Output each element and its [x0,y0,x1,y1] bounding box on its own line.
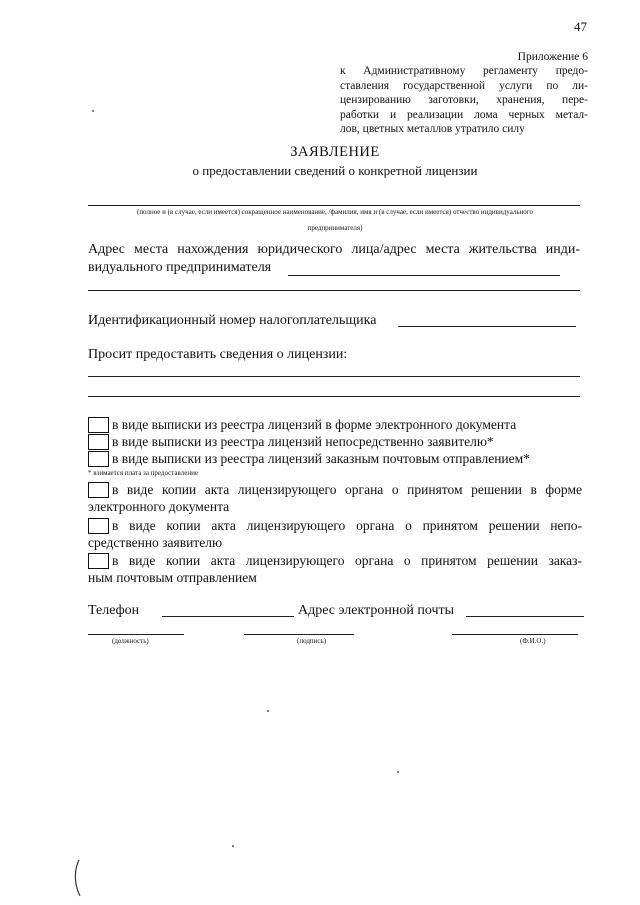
appendix-line: Приложение 6 [517,51,588,63]
option-5-label-continued: средственно заявителю [88,535,223,550]
option-4-label-continued: электронного документа [88,499,230,514]
option-1-label: в виде выписки из реестра лицензий в форме электронного документа [112,417,517,432]
document-subtitle: о предоставлении сведений о конкретной лицензии [192,163,478,178]
option-5-checkbox[interactable] [88,518,109,534]
option-6-label: в виде копии акта лицензирующего органа о принятом решении заказ- [112,553,582,568]
fee-footnote: * взимается плата за предоставление [88,469,198,477]
applicant-caption: (полное и (в случае, если имеется) сокращенное наименование, /фамилия, имя и (в случае, если имеется) отчество индивидуального [136,208,533,216]
appendix-line: лов, цветных металлов утратило силу [340,123,525,136]
option-4-label: в виде копии акта лицензирующего органа о принятом решении в форме [112,482,582,497]
document-title: ЗАЯВЛЕНИЕ [290,144,380,160]
applicant-caption-continued: предпринимателя) [307,224,363,232]
applicant-name-line[interactable] [88,205,580,206]
address-field-line-2[interactable] [88,290,580,291]
scan-speck [397,771,399,773]
appendix-line: к Административному регламенту предо- [340,65,588,78]
option-1-checkbox[interactable] [88,417,109,433]
option-6-checkbox[interactable] [88,553,109,569]
margin-bracket-mark [70,858,86,898]
full-name-caption: (Ф.И.О.) [520,637,546,645]
license-info-field-2[interactable] [88,396,580,397]
request-label: Просит предоставить сведения о лицензии: [88,347,348,362]
signature-caption: (подпись) [297,637,327,645]
inn-label: Идентификационный номер налогоплательщика [88,313,377,328]
page-number: 47 [574,19,587,34]
email-label: Адрес электронной почты [298,603,455,618]
signature-field[interactable] [244,634,354,635]
scan-speck [92,110,94,112]
appendix-header [340,50,588,136]
position-field[interactable] [88,634,184,635]
full-name-field[interactable] [452,634,578,635]
address-label-continued: видуального предпринимателя [88,260,272,275]
address-label: Адрес места нахождения юридического лица/адрес места жительства инди- [88,242,580,257]
option-3-label: в виде выписки из реестра лицензий заказным почтовым отправлением* [112,451,530,466]
option-3-checkbox[interactable] [88,451,109,467]
option-6-label-continued: ным почтовым отправлением [88,570,257,585]
email-field[interactable] [466,616,584,617]
phone-label: Телефон [88,603,140,618]
address-field[interactable] [288,275,560,276]
scan-speck [267,710,269,712]
position-caption: (должность) [112,637,149,645]
option-2-label: в виде выписки из реестра лицензий непосредственно заявителю* [112,434,494,449]
appendix-line: ставления государственной услуги по ли- [340,79,588,92]
option-2-checkbox[interactable] [88,434,109,450]
appendix-line: цензированию заготовки, хранения, пере- [340,94,588,107]
inn-field[interactable] [398,326,576,327]
license-info-field-1[interactable] [88,376,580,377]
phone-field[interactable] [162,616,294,617]
appendix-line: работки и реализации лома черных метал- [340,108,588,121]
option-4-checkbox[interactable] [88,482,109,498]
scan-speck [232,845,234,847]
option-5-label: в виде копии акта лицензирующего органа о принятом решении непо- [112,518,582,533]
